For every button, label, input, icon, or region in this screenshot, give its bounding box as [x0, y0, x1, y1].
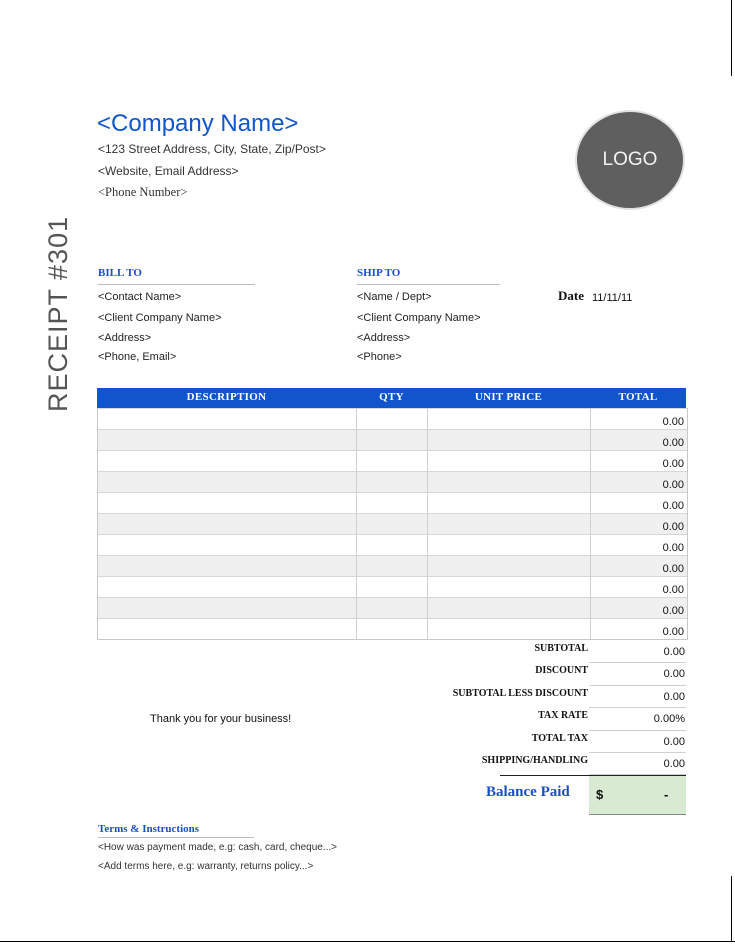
unit-price-cell[interactable] — [428, 514, 591, 534]
qty-cell[interactable] — [357, 472, 428, 492]
unit-price-cell[interactable] — [428, 556, 591, 576]
summary-label: TOTAL TAX — [531, 732, 588, 744]
unit-price-cell[interactable] — [428, 451, 591, 471]
header-unit-price: UNIT PRICE — [474, 391, 543, 403]
ship-to-heading: SHIP TO — [357, 267, 500, 285]
terms-line: <Add terms here, e.g: warranty, returns policy...> — [98, 861, 314, 872]
terms-heading: Terms & Instructions — [98, 823, 254, 838]
summary-value[interactable]: 0.00 — [589, 731, 686, 753]
qty-cell[interactable] — [357, 451, 428, 471]
table-row — [98, 471, 687, 492]
summary-row-discount — [400, 663, 686, 685]
qty-cell[interactable] — [357, 556, 428, 576]
company-phone: <Phone Number> — [98, 185, 188, 199]
summary-row-subtotal-less-discount — [400, 686, 686, 708]
table-row — [98, 492, 687, 513]
ship-to-line: <Address> — [357, 332, 411, 344]
bill-to-line: <Address> — [98, 332, 152, 344]
header-total: TOTAL — [618, 391, 658, 403]
total-cell: 0.00 — [662, 626, 684, 638]
summary-block — [400, 641, 686, 775]
summary-row-subtotal — [400, 641, 686, 663]
unit-price-cell[interactable] — [428, 430, 591, 450]
table-row — [98, 534, 687, 555]
bill-to-heading: BILL TO — [98, 267, 255, 285]
page-edge-line — [731, 0, 732, 76]
qty-cell[interactable] — [357, 493, 428, 513]
qty-cell[interactable] — [357, 409, 428, 429]
summary-label: DISCOUNT — [535, 665, 588, 677]
description-cell[interactable] — [98, 514, 357, 534]
unit-price-cell[interactable] — [428, 409, 591, 429]
total-cell: 0.00 — [662, 458, 684, 470]
unit-price-cell[interactable] — [428, 598, 591, 618]
header-description: DESCRIPTION — [186, 391, 267, 403]
unit-price-cell[interactable] — [428, 472, 591, 492]
qty-cell[interactable] — [357, 619, 428, 639]
company-website: <Website, Email Address> — [98, 164, 239, 178]
unit-price-cell[interactable] — [428, 493, 591, 513]
total-cell: 0.00 — [662, 416, 684, 428]
ship-to-line: <Client Company Name> — [357, 312, 481, 324]
table-row — [98, 429, 687, 450]
description-cell[interactable] — [98, 472, 357, 492]
balance-currency: $ — [596, 787, 604, 802]
total-cell: 0.00 — [662, 605, 684, 617]
total-cell: 0.00 — [662, 479, 684, 491]
table-header — [97, 388, 686, 408]
description-cell[interactable] — [98, 430, 357, 450]
date-label: Date — [558, 288, 584, 303]
bill-to-line: <Client Company Name> — [98, 312, 222, 324]
qty-cell[interactable] — [357, 535, 428, 555]
total-cell: 0.00 — [662, 521, 684, 533]
balance-value-box[interactable] — [589, 776, 686, 815]
logo-placeholder — [577, 112, 683, 208]
table-row — [98, 408, 687, 429]
summary-row-total-tax — [400, 731, 686, 753]
line-items-table — [97, 388, 688, 640]
qty-cell[interactable] — [357, 598, 428, 618]
ship-to-line: <Name / Dept> — [357, 291, 432, 303]
summary-value[interactable]: 0.00 — [589, 753, 686, 775]
summary-label: TAX RATE — [538, 710, 588, 722]
unit-price-cell[interactable] — [428, 619, 591, 639]
summary-row-tax-rate — [400, 708, 686, 730]
bill-to-line: <Contact Name> — [98, 291, 182, 303]
summary-value[interactable]: 0.00% — [589, 708, 686, 730]
page-edge-line — [0, 941, 735, 942]
description-cell[interactable] — [98, 451, 357, 471]
total-cell: 0.00 — [662, 563, 684, 575]
summary-value[interactable]: 0.00 — [589, 663, 686, 685]
table-row — [98, 618, 687, 639]
company-address: <123 Street Address, City, State, Zip/Post> — [98, 142, 326, 156]
terms-line: <How was payment made, e.g: cash, card, cheque...> — [98, 842, 338, 853]
date-value: 11/11/11 — [592, 292, 633, 304]
summary-label: SUBTOTAL — [534, 643, 588, 654]
receipt-title: RECEIPT #301 — [43, 215, 73, 412]
description-cell[interactable] — [98, 556, 357, 576]
total-cell: 0.00 — [662, 584, 684, 596]
balance-paid-label: Balance Paid — [486, 784, 570, 800]
description-cell[interactable] — [98, 409, 357, 429]
thank-you-message: Thank you for your business! — [150, 713, 292, 725]
description-cell[interactable] — [98, 598, 357, 618]
summary-value[interactable]: 0.00 — [589, 641, 686, 663]
description-cell[interactable] — [98, 577, 357, 597]
total-cell: 0.00 — [662, 500, 684, 512]
summary-value[interactable]: 0.00 — [589, 686, 686, 708]
table-row — [98, 576, 687, 597]
description-cell[interactable] — [98, 535, 357, 555]
balance-paid-value: - — [664, 787, 669, 802]
summary-row-shipping — [400, 753, 686, 775]
qty-cell[interactable] — [357, 514, 428, 534]
header-qty: QTY — [379, 391, 404, 403]
total-cell: 0.00 — [662, 542, 684, 554]
logo-text: LOGO — [602, 149, 658, 170]
page-edge-line — [731, 876, 732, 942]
description-cell[interactable] — [98, 619, 357, 639]
summary-label: SUBTOTAL LESS DISCOUNT — [452, 687, 588, 699]
company-name: <Company Name> — [97, 110, 299, 137]
table-row — [98, 513, 687, 534]
ship-to-line: <Phone> — [357, 351, 402, 363]
summary-label: SHIPPING/HANDLING — [481, 754, 588, 766]
qty-cell[interactable] — [357, 430, 428, 450]
table-row — [98, 555, 687, 576]
qty-cell[interactable] — [357, 577, 428, 597]
table-body — [97, 408, 688, 640]
unit-price-cell[interactable] — [428, 577, 591, 597]
unit-price-cell[interactable] — [428, 535, 591, 555]
table-row — [98, 597, 687, 618]
total-cell: 0.00 — [662, 437, 684, 449]
table-row — [98, 450, 687, 471]
description-cell[interactable] — [98, 493, 357, 513]
bill-to-line: <Phone, Email> — [98, 351, 177, 363]
